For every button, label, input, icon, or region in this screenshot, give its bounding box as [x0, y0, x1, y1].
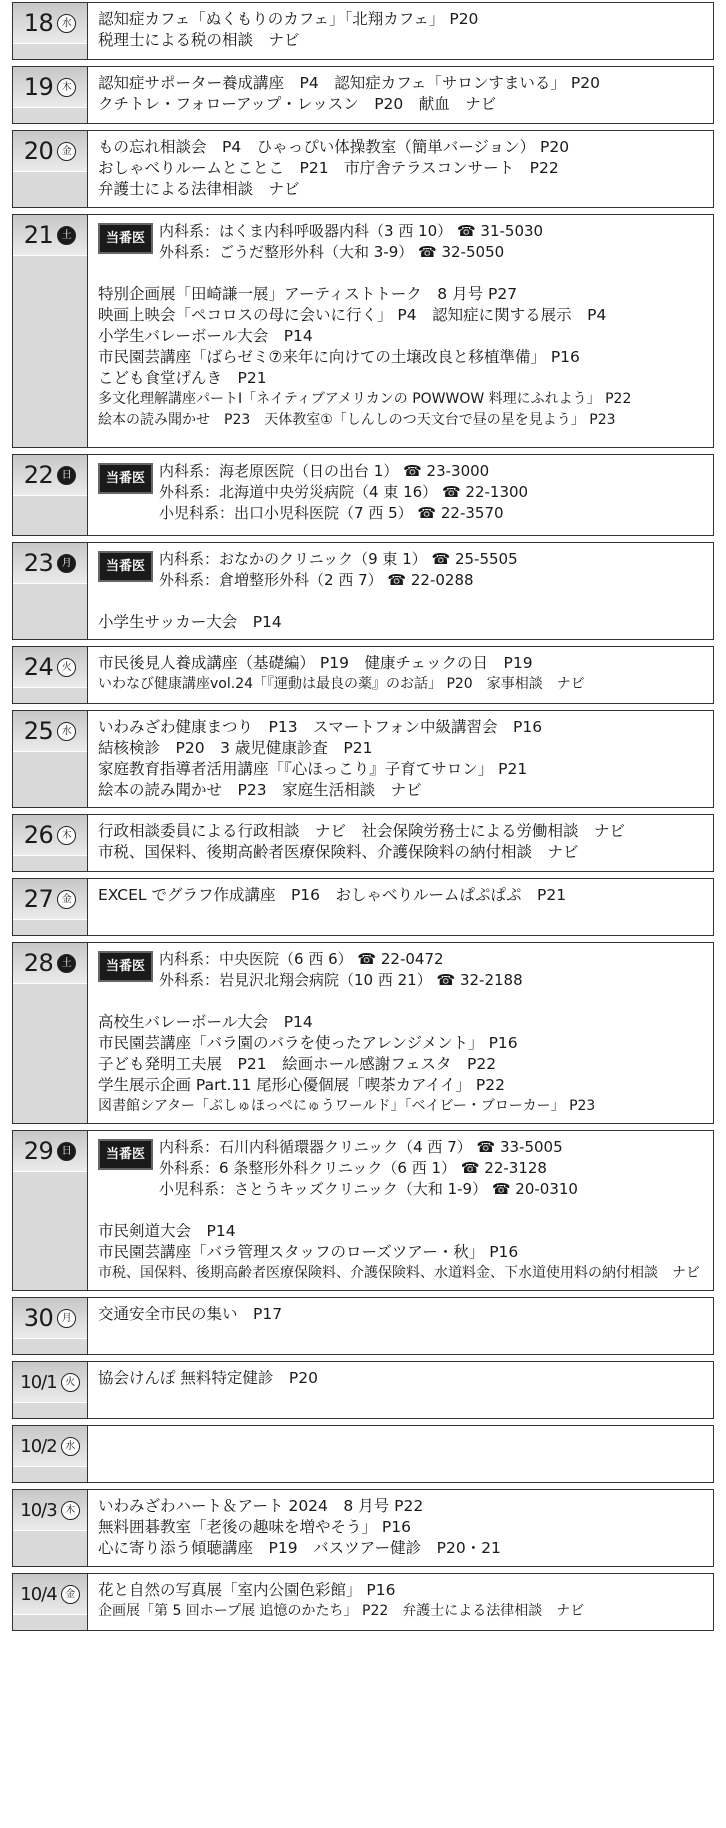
date-cell: [12, 879, 88, 935]
day-number: 10/4: [20, 1583, 57, 1605]
event-item: 心に寄り添う傾聴講座 P19 バスツアー健診 P20・21: [98, 1539, 501, 1557]
spacer: [98, 591, 707, 612]
date-cell: [12, 1574, 88, 1630]
date-cell: [12, 67, 88, 123]
event-item: 市民園芸講座「ばらゼミ⑦来年に向けての土壌改良と移植準備」 P16: [98, 348, 580, 366]
date-label: [13, 1426, 87, 1467]
events-cell: [88, 1490, 714, 1566]
date-label: [13, 215, 87, 256]
event-item: 特別企画展「田崎謙一展」アーティストトーク 8 月号 P27: [98, 285, 518, 303]
day-number: 21: [23, 221, 54, 249]
event-item: 図書館シアター「ぷしゅほっぺにゅうワールド」「ベイビー・ブローカー」 P23: [98, 1098, 596, 1114]
events-cell: [88, 455, 714, 535]
day-number: 10/2: [20, 1435, 57, 1457]
on-duty-clinic: 内科系：中央医院（6 西 6） ☎ 22-0472: [159, 950, 444, 968]
event-item: 花と自然の写真展「室内公園色彩館」 P16: [98, 1581, 396, 1599]
on-duty-doctor-block: [98, 549, 707, 591]
event-item: 小学生バレーボール大会 P14: [98, 327, 313, 345]
on-duty-clinic: 外科系：岩見沢北翔会病院（10 西 21） ☎ 32-2188: [159, 971, 523, 989]
event-item: こども食堂げんき P21: [98, 369, 267, 387]
date-label: [13, 1490, 87, 1531]
weekday-badge: 火: [57, 658, 76, 677]
weekday-badge: 金: [57, 890, 76, 909]
day-number: 27: [23, 885, 54, 913]
event-item: 小学生サッカー大会 P14: [98, 613, 282, 631]
event-calendar: [12, 2, 714, 1631]
calendar-day-row: [12, 1573, 714, 1631]
events-cell: [88, 1574, 714, 1630]
calendar-day-row: [12, 1130, 714, 1291]
date-label: [13, 3, 87, 44]
event-item: いわみざわハート＆アート 2024 8 月号 P22: [98, 1497, 424, 1515]
on-duty-clinic: 内科系：海老原医院（日の出台 1） ☎ 23-3000: [159, 462, 490, 480]
calendar-day-row: [12, 66, 714, 124]
weekday-badge: 木: [61, 1501, 80, 1520]
on-duty-badge: 当番医: [98, 951, 153, 982]
events-cell: [88, 131, 714, 207]
events-cell: [88, 1131, 714, 1290]
date-label: [13, 879, 87, 920]
day-number: 25: [23, 717, 54, 745]
on-duty-badge: 当番医: [98, 223, 153, 254]
event-item: もの忘れ相談会 P4 ひゃっぴい体操教室（簡単バージョン） P20: [98, 138, 570, 156]
date-label: [13, 1574, 87, 1615]
calendar-day-row: [12, 130, 714, 208]
event-item: いわみざわ健康まつり P13 スマートフォン中級講習会 P16: [98, 718, 543, 736]
date-cell: [12, 1131, 88, 1290]
day-number: 10/3: [20, 1499, 57, 1521]
events-cell: [88, 1298, 714, 1354]
calendar-day-row: [12, 1425, 714, 1483]
calendar-day-row: [12, 646, 714, 704]
events-cell: [88, 943, 714, 1123]
event-item: 協会けんぽ 無料特定健診 P20: [98, 1369, 318, 1387]
date-label: [13, 711, 87, 752]
calendar-day-row: [12, 878, 714, 936]
event-item: 認知症カフェ「ぬくもりのカフェ」「北翔カフェ」 P20: [98, 10, 479, 28]
event-item: 市民園芸講座「バラ管理スタッフのローズツアー・秋」 P16: [98, 1243, 519, 1261]
event-item: 市民後見人養成講座（基礎編） P19 健康チェックの日 P19: [98, 654, 533, 672]
calendar-day-row: [12, 2, 714, 60]
event-item: 子ども発明工夫展 P21 絵画ホール感謝フェスタ P22: [98, 1055, 497, 1073]
event-item: 認知症サポーター養成講座 P4 認知症カフェ「サロンすまいる」 P20: [98, 74, 600, 92]
event-item: 高校生バレーボール大会 P14: [98, 1013, 313, 1031]
event-item: いわなび健康講座vol.24「『運動は最良の薬』のお話」 P20 家事相談 ナビ: [98, 676, 585, 692]
event-item: 市税、国保料、後期高齢者医療保険料、介護保険料、水道料金、下水道使用料の納付相談 ナビ: [98, 1265, 700, 1281]
date-label: [13, 543, 87, 584]
event-item: 映画上映会「ペコロスの母に会いに行く」 P4 認知症に関する展示 P4: [98, 306, 607, 324]
date-label: [13, 647, 87, 688]
date-label: [13, 1131, 87, 1172]
event-item: 市民園芸講座「バラ園のバラを使ったアレンジメント」 P16: [98, 1034, 518, 1052]
day-number: 28: [23, 949, 54, 977]
date-cell: [12, 1298, 88, 1354]
date-cell: [12, 1362, 88, 1418]
date-cell: [12, 3, 88, 59]
day-number: 20: [23, 137, 54, 165]
date-cell: [12, 647, 88, 703]
day-number: 24: [23, 653, 54, 681]
on-duty-badge: 当番医: [98, 1139, 153, 1170]
date-label: [13, 67, 87, 108]
calendar-day-row: [12, 1297, 714, 1355]
date-cell: [12, 543, 88, 639]
calendar-day-row: [12, 214, 714, 448]
on-duty-doctor-block: [98, 949, 707, 991]
date-cell: [12, 131, 88, 207]
event-item: クチトレ・フォローアップ・レッスン P20 献血 ナビ: [98, 95, 497, 113]
day-number: 23: [23, 549, 54, 577]
events-cell: [88, 3, 714, 59]
date-label: [13, 943, 87, 984]
weekday-badge: 水: [57, 722, 76, 741]
on-duty-clinic: 内科系：おなかのクリニック（9 東 1） ☎ 25-5505: [159, 550, 518, 568]
event-item: 多文化理解講座パートⅠ「ネイティブアメリカンの POWWOW 料理にふれよう」 P22: [98, 391, 632, 407]
event-item: 交通安全市民の集い P17: [98, 1305, 283, 1323]
date-label: [13, 131, 87, 172]
date-cell: [12, 943, 88, 1123]
date-cell: [12, 815, 88, 871]
event-item: 弁護士による法律相談 ナビ: [98, 180, 300, 198]
events-cell: [88, 1362, 714, 1418]
events-cell: [88, 647, 714, 703]
weekday-badge: 日: [57, 1142, 76, 1161]
on-duty-clinic: 外科系：6 条整形外科クリニック（6 西 1） ☎ 22-3128: [159, 1159, 547, 1177]
date-cell: [12, 1426, 88, 1482]
weekday-badge: 月: [57, 1309, 76, 1328]
weekday-badge: 金: [57, 142, 76, 161]
spacer: [98, 263, 707, 284]
day-number: 22: [23, 461, 54, 489]
event-item: 学生展示企画 Part.11 尾形心優個展「喫茶カアイイ」 P22: [98, 1076, 505, 1094]
event-item: EXCEL でグラフ作成講座 P16 おしゃべりルームぱぷぱぷ P21: [98, 886, 567, 904]
event-item: 結核検診 P20 3 歳児健康診査 P21: [98, 739, 373, 757]
weekday-badge: 土: [57, 226, 76, 245]
day-number: 19: [23, 73, 54, 101]
weekday-badge: 木: [57, 826, 76, 845]
on-duty-doctor-block: [98, 461, 707, 524]
event-item: 行政相談委員による行政相談 ナビ 社会保険労務士による労働相談 ナビ: [98, 822, 626, 840]
events-cell: [88, 1426, 714, 1482]
date-cell: [12, 711, 88, 807]
events-cell: [88, 815, 714, 871]
event-item: 絵本の読み聞かせ P23 家庭生活相談 ナビ: [98, 781, 422, 799]
weekday-badge: 日: [57, 466, 76, 485]
events-cell: [88, 543, 714, 639]
calendar-day-row: [12, 454, 714, 536]
on-duty-clinic: 外科系：北海道中央労災病院（4 東 16） ☎ 22-1300: [159, 483, 529, 501]
event-item: 市税、国保料、後期高齢者医療保険料、介護保険料の納付相談 ナビ: [98, 843, 579, 861]
date-label: [13, 1362, 87, 1403]
on-duty-doctor-block: [98, 1137, 707, 1200]
on-duty-clinic: 内科系：はくま内科呼吸器内科（3 西 10） ☎ 31-5030: [159, 222, 544, 240]
date-label: [13, 1298, 87, 1339]
date-cell: [12, 455, 88, 535]
day-number: 30: [23, 1304, 54, 1332]
events-cell: [88, 215, 714, 447]
calendar-day-row: [12, 710, 714, 808]
event-item: 家庭教育指導者活用講座「『心ほっこり』子育てサロン」 P21: [98, 760, 528, 778]
on-duty-badge: 当番医: [98, 463, 153, 494]
date-label: [13, 455, 87, 496]
on-duty-clinic: 外科系：倉増整形外科（2 西 7） ☎ 22-0288: [159, 571, 474, 589]
calendar-day-row: [12, 814, 714, 872]
event-item: 市民剣道大会 P14: [98, 1222, 236, 1240]
event-item: 無料囲碁教室「老後の趣味を増やそう」 P16: [98, 1518, 411, 1536]
date-label: [13, 815, 87, 856]
on-duty-badge: 当番医: [98, 551, 153, 582]
event-item: おしゃべりルームとことこ P21 市庁舎テラスコンサート P22: [98, 159, 559, 177]
weekday-badge: 木: [57, 78, 76, 97]
calendar-day-row: [12, 542, 714, 640]
date-cell: [12, 215, 88, 447]
day-number: 18: [23, 9, 54, 37]
day-number: 29: [23, 1137, 54, 1165]
events-cell: [88, 879, 714, 935]
spacer: [98, 1200, 707, 1221]
event-item: 絵本の読み聞かせ P23 天体教室①「しんしのつ天文台で昼の星を見よう」 P23: [98, 412, 616, 428]
day-number: 10/1: [20, 1371, 57, 1393]
weekday-badge: 金: [61, 1585, 80, 1604]
spacer: [98, 991, 707, 1012]
on-duty-clinic: 外科系：ごうだ整形外科（大和 3-9） ☎ 32-5050: [159, 243, 505, 261]
calendar-day-row: [12, 1489, 714, 1567]
weekday-badge: 水: [57, 14, 76, 33]
day-number: 26: [23, 821, 54, 849]
on-duty-doctor-block: [98, 221, 707, 263]
events-cell: [88, 711, 714, 807]
events-cell: [88, 67, 714, 123]
weekday-badge: 火: [61, 1373, 80, 1392]
event-item: 企画展「第 5 回ホープ展 追憶のかたち」 P22 弁護士による法律相談 ナビ: [98, 1603, 585, 1619]
on-duty-clinic: 小児科系：さとうキッズクリニック（大和 1-9） ☎ 20-0310: [159, 1180, 578, 1198]
date-cell: [12, 1490, 88, 1566]
weekday-badge: 月: [57, 554, 76, 573]
on-duty-clinic: 小児科系：出口小児科医院（7 西 5） ☎ 22-3570: [159, 504, 504, 522]
calendar-day-row: [12, 942, 714, 1124]
calendar-day-row: [12, 1361, 714, 1419]
weekday-badge: 土: [57, 954, 76, 973]
on-duty-clinic: 内科系：石川内科循環器クリニック（4 西 7） ☎ 33-5005: [159, 1138, 563, 1156]
event-item: 税理士による税の相談 ナビ: [98, 31, 300, 49]
weekday-badge: 水: [61, 1437, 80, 1456]
